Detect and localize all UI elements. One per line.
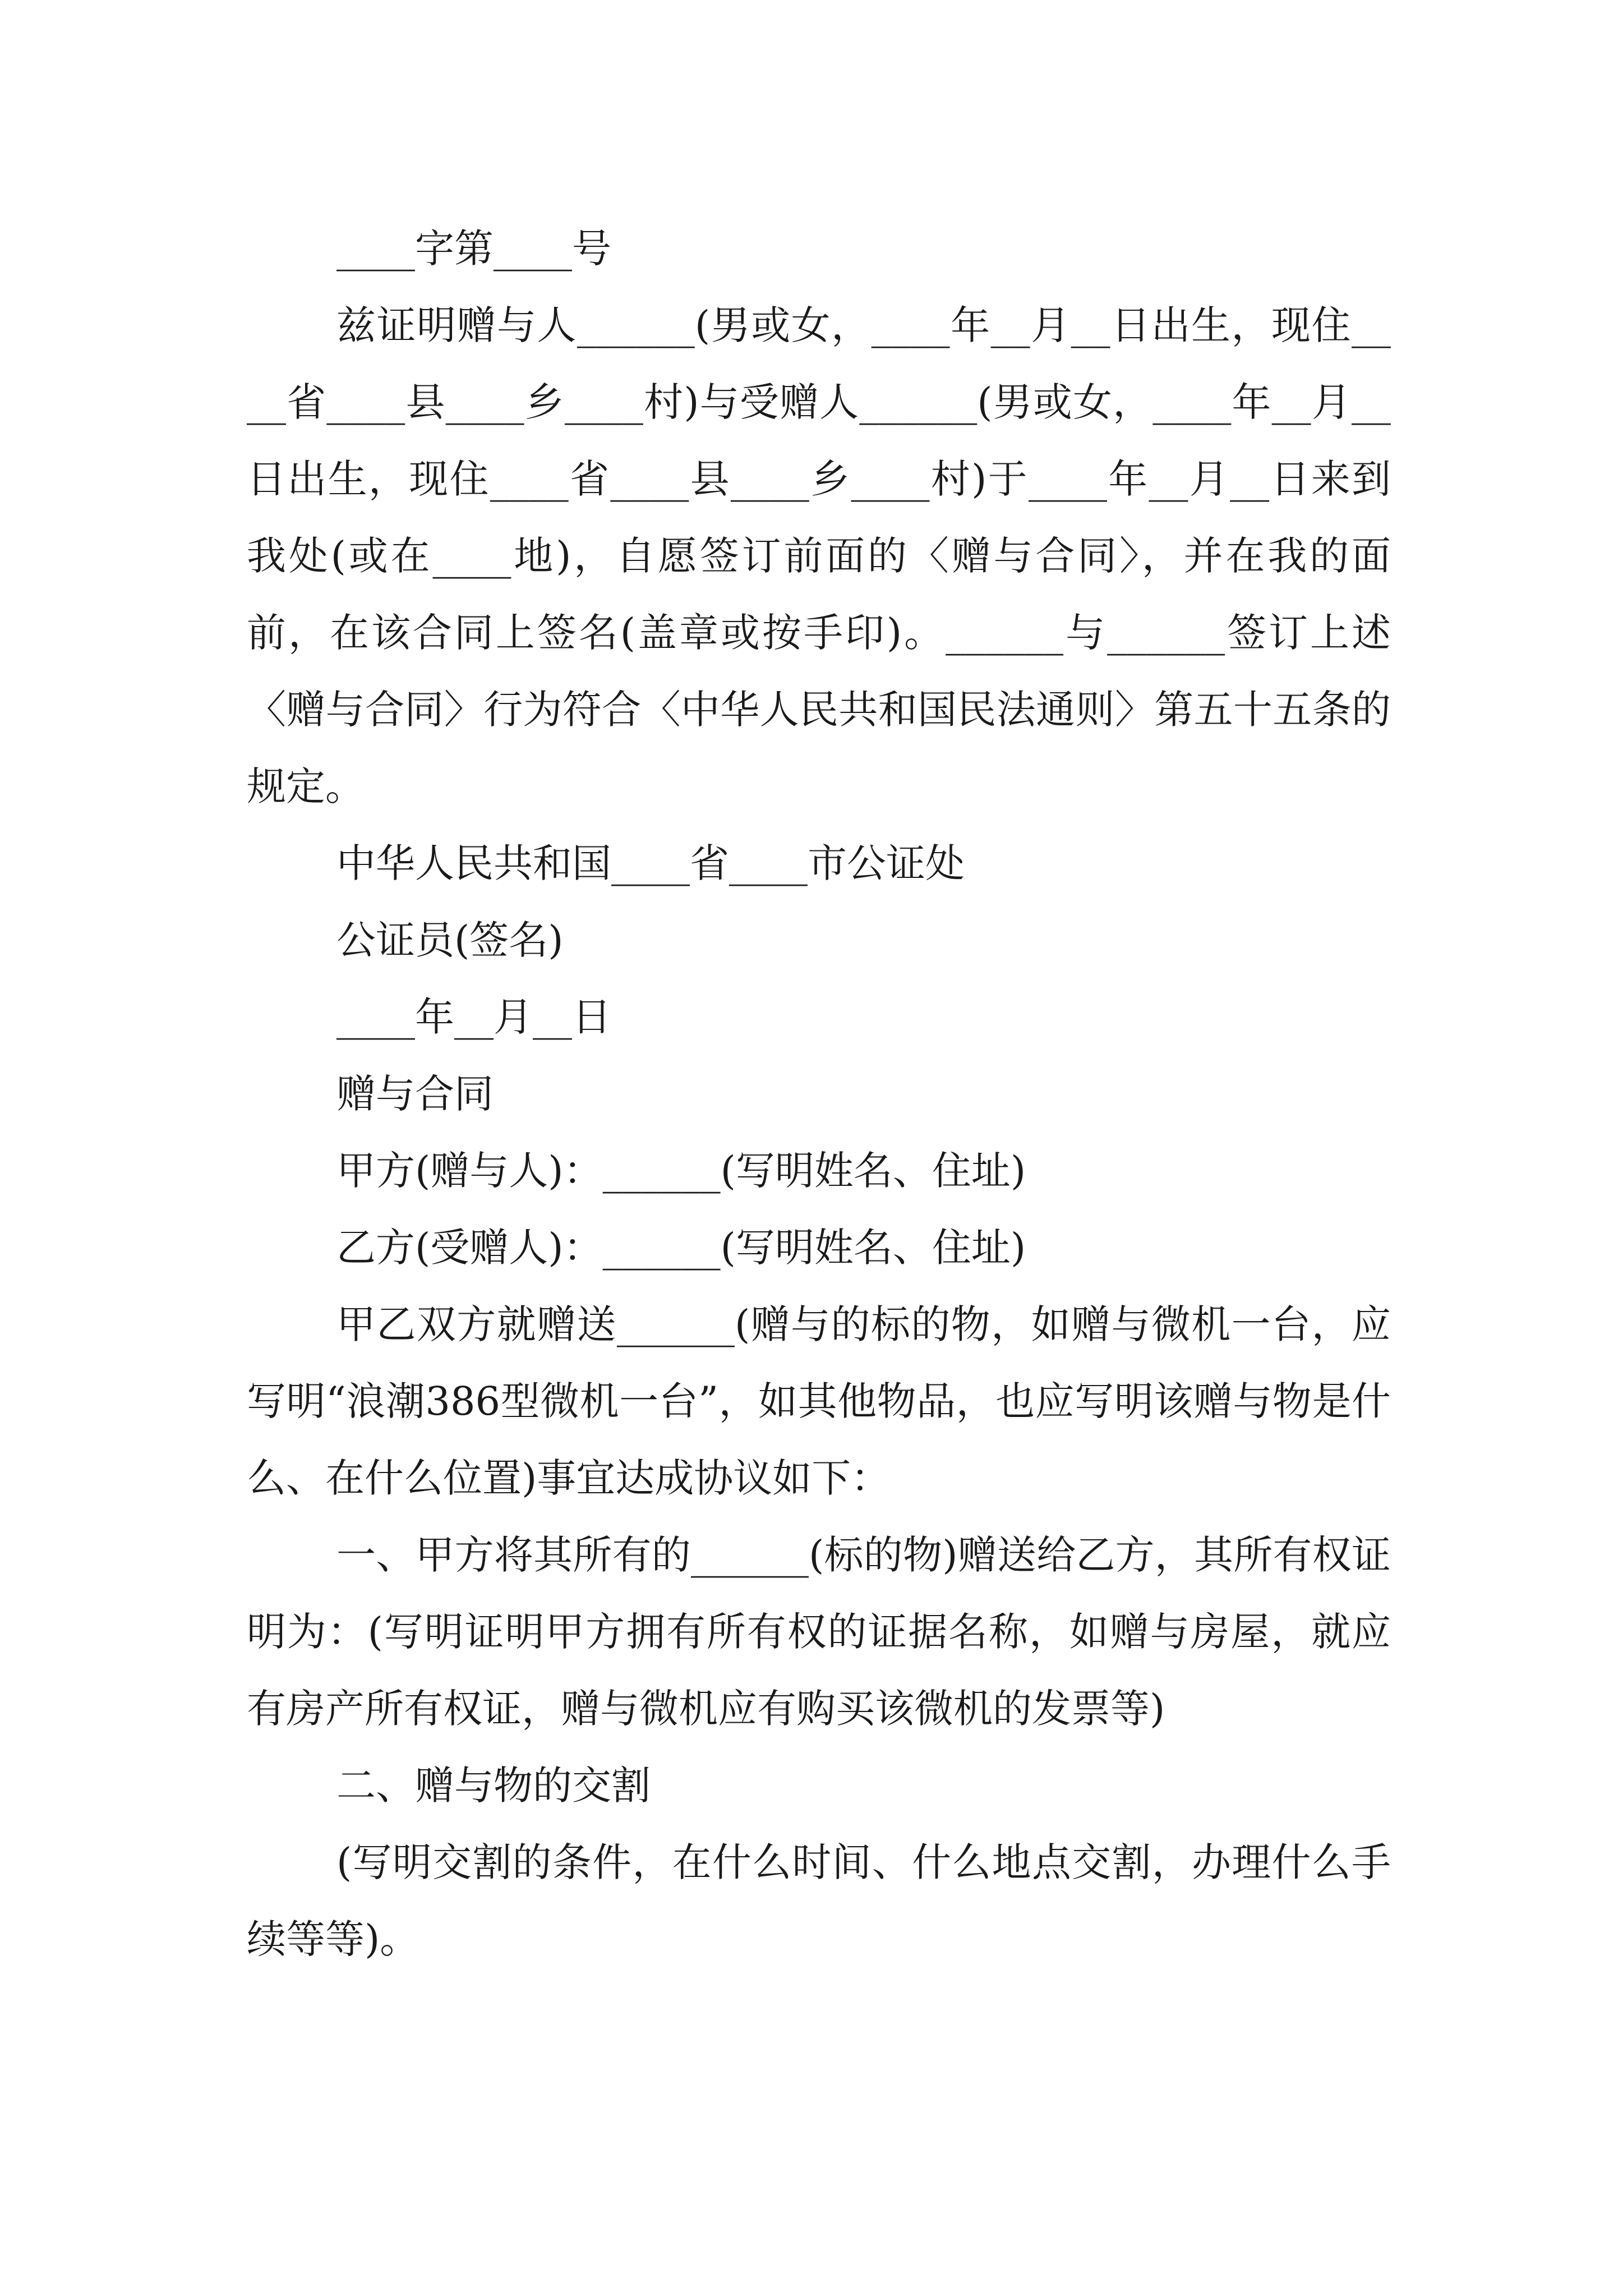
paragraph-notary-signature: 公证员(签名)	[336, 917, 564, 963]
clause-two-body: (写明交割的条件，在什么时间、什么地点交割，办理什么手续等等)。	[247, 1839, 1391, 1962]
paragraph-notary-number: ____字第____号	[336, 226, 611, 272]
clause-one: 一、甲方将其所有的______(标的物)赠送给乙方，其所有权证明为：(写明证明甲方拥有所有权的证据名称，如赠与房屋，就应有房产所有权证，赠与微机应有购买该微机的发票等)	[247, 1532, 1391, 1732]
paragraph-notary-statement: 兹证明赠与人______(男或女，____年__月__日出生，现住____省____县____乡____村)与受赠人______(男或女，____年__月__日出生，现住____省____县____乡____村)于____年__月__日来到我处(或在____地)，自愿签订前面的〈赠与合同〉，并在我的面前，在该合同上签名(盖章或按手印)。______与______签订上述〈赠与合同〉行为符合〈中华人民共和国民法通则〉第五十五条的规定。	[247, 302, 1391, 809]
document-body	[247, 210, 1391, 1978]
paragraph-agreement-intro: 甲乙双方就赠送______(赠与的标的物，如赠与微机一台，应写明“浪潮386型微机一台”，如其他物品，也应写明该赠与物是什么、在什么位置)事宜达成协议如下：	[247, 1301, 1391, 1501]
party-a-line: 甲方(赠与人)：______(写明姓名、住址)	[336, 1148, 1026, 1194]
clause-two-heading: 二、赠与物的交割	[336, 1763, 651, 1809]
paragraph-notary-date: ____年__月__日	[336, 994, 611, 1040]
party-b-line: 乙方(受赠人)：______(写明姓名、住址)	[336, 1225, 1026, 1271]
contract-title: 赠与合同	[336, 1071, 494, 1117]
paragraph-notary-office: 中华人民共和国____省____市公证处	[336, 840, 965, 886]
